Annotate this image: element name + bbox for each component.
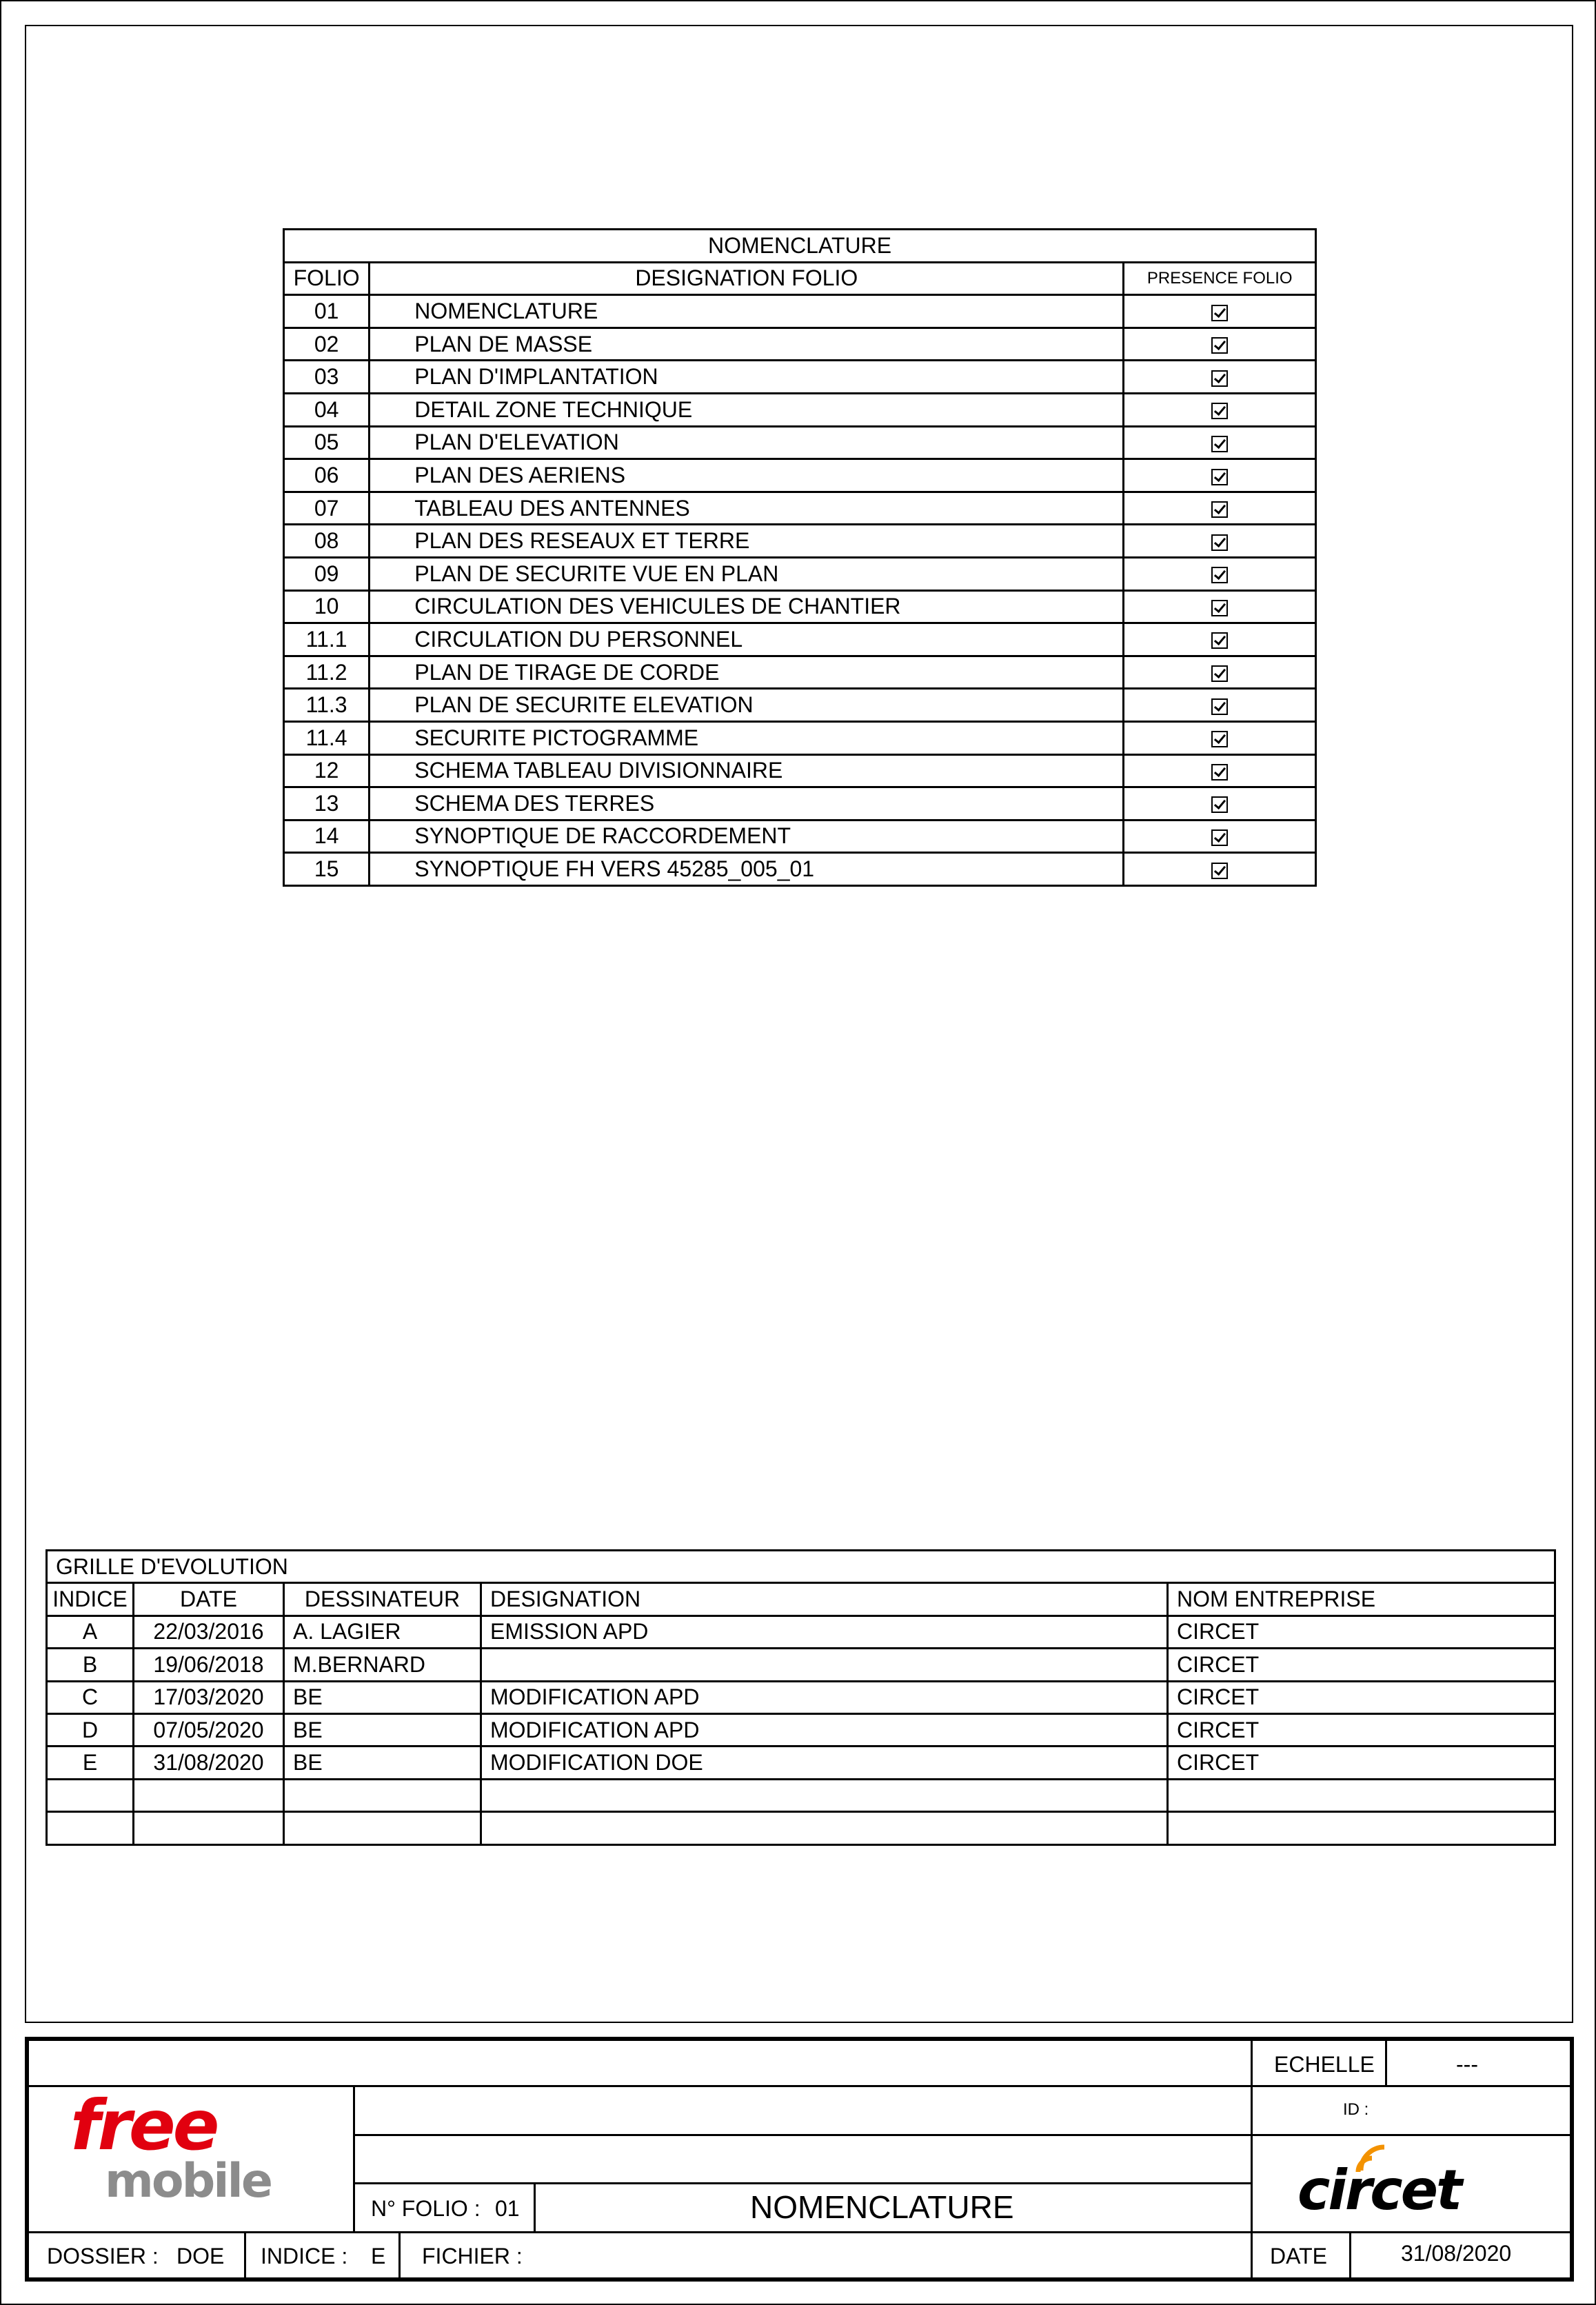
folio-number: 11.1 (284, 623, 370, 656)
evo-indice: A (47, 1615, 134, 1648)
indice-value: E (371, 2244, 386, 2268)
evo-designation: MODIFICATION DOE (481, 1747, 1168, 1779)
folio-number: 11.3 (284, 689, 370, 722)
evo-designation (481, 1812, 1168, 1844)
folio-designation: SYNOPTIQUE DE RACCORDEMENT (370, 820, 1124, 853)
checked-box-icon (1211, 764, 1228, 781)
nomenclature-row (284, 787, 1316, 821)
nomenclature-row (284, 853, 1316, 886)
folio-designation: PLAN D'ELEVATION (370, 426, 1124, 459)
dossier-label: DOSSIER : (47, 2244, 159, 2268)
nomenclature-row (284, 328, 1316, 361)
folio-number: 11.4 (284, 721, 370, 754)
presence-cell (1124, 656, 1316, 689)
nomenclature-table (283, 228, 1317, 887)
evolution-row (47, 1713, 1555, 1746)
free-logo-text: free (70, 2085, 217, 2166)
evolution-row (47, 1681, 1555, 1713)
evo-date: 07/05/2020 (134, 1713, 284, 1746)
presence-cell (1124, 426, 1316, 459)
folio-number: 13 (284, 787, 370, 821)
checked-box-icon (1211, 665, 1228, 682)
circet-logo-text: circet (1297, 2158, 1461, 2222)
evo-dessinateur: BE (284, 1681, 481, 1713)
evo-entreprise (1168, 1812, 1555, 1844)
nomenclature-row (284, 689, 1316, 722)
evo-entreprise: CIRCET (1168, 1615, 1555, 1648)
evo-designation: MODIFICATION APD (481, 1681, 1168, 1713)
date-label: DATE (1270, 2244, 1327, 2268)
header-designation: DESIGNATION FOLIO (370, 262, 1124, 295)
presence-cell (1124, 393, 1316, 426)
checked-box-icon (1211, 534, 1228, 551)
folio-designation: CIRCULATION DES VEHICULES DE CHANTIER (370, 590, 1124, 623)
folio-number: 14 (284, 820, 370, 853)
checked-box-icon (1211, 567, 1228, 583)
nomenclature-row (284, 721, 1316, 754)
title-block (25, 2037, 1574, 2282)
folio-number: 04 (284, 393, 370, 426)
evo-dessinateur: M.BERNARD (284, 1649, 481, 1681)
folio-designation: TABLEAU DES ANTENNES (370, 492, 1124, 525)
evo-dessinateur: A. LAGIER (284, 1615, 481, 1648)
mobile-logo-text: mobile (105, 2154, 271, 2208)
date-value: 31/08/2020 (1401, 2241, 1512, 2266)
indice-label: INDICE : (261, 2244, 348, 2268)
checked-box-icon (1211, 731, 1228, 747)
folio-designation: PLAN DES AERIENS (370, 459, 1124, 492)
evo-date: 19/06/2018 (134, 1649, 284, 1681)
nomenclature-row (284, 656, 1316, 689)
evo-entreprise: CIRCET (1168, 1681, 1555, 1713)
checked-box-icon (1211, 370, 1228, 387)
evo-dessinateur: BE (284, 1747, 481, 1779)
folio-number: 01 (284, 295, 370, 328)
presence-cell (1124, 853, 1316, 886)
nomenclature-row (284, 754, 1316, 787)
evo-entreprise (1168, 1779, 1555, 1811)
evo-date: 17/03/2020 (134, 1681, 284, 1713)
folio-designation: SECURITE PICTOGRAMME (370, 721, 1124, 754)
id-label: ID : (1343, 2100, 1369, 2119)
evo-date: 31/08/2020 (134, 1747, 284, 1779)
header-presence: PRESENCE FOLIO (1124, 262, 1316, 295)
nomenclature-row (284, 492, 1316, 525)
checked-box-icon (1211, 436, 1228, 452)
folio-designation: CIRCULATION DU PERSONNEL (370, 623, 1124, 656)
folio-number: 08 (284, 525, 370, 558)
fichier-label: FICHIER : (422, 2244, 523, 2268)
header-entreprise: NOM ENTREPRISE (1168, 1583, 1555, 1615)
evolution-row (47, 1649, 1555, 1681)
folio-designation: PLAN DES RESEAUX ET TERRE (370, 525, 1124, 558)
folio-designation: PLAN DE MASSE (370, 328, 1124, 361)
evo-date: 22/03/2016 (134, 1615, 284, 1648)
evo-dessinateur (284, 1812, 481, 1844)
folio-value: 01 (495, 2196, 520, 2221)
nomenclature-row (284, 623, 1316, 656)
header-folio: FOLIO (284, 262, 370, 295)
dossier-value: DOE (176, 2244, 225, 2268)
presence-cell (1124, 557, 1316, 590)
folio-designation: NOMENCLATURE (370, 295, 1124, 328)
echelle-label: ECHELLE (1274, 2052, 1375, 2077)
folio-number: 11.2 (284, 656, 370, 689)
header-designation-evo: DESIGNATION (481, 1583, 1168, 1615)
presence-cell (1124, 590, 1316, 623)
evo-designation: EMISSION APD (481, 1615, 1168, 1648)
sheet-title: NOMENCLATURE (750, 2189, 1014, 2225)
checked-box-icon (1211, 469, 1228, 485)
nomenclature-row (284, 590, 1316, 623)
presence-cell (1124, 525, 1316, 558)
echelle-value: --- (1456, 2052, 1478, 2077)
evo-indice (47, 1779, 134, 1811)
nomenclature-row (284, 295, 1316, 328)
checked-box-icon (1211, 698, 1228, 715)
folio-number: 10 (284, 590, 370, 623)
header-indice: INDICE (47, 1583, 134, 1615)
presence-cell (1124, 787, 1316, 821)
folio-designation: PLAN DE SECURITE ELEVATION (370, 689, 1124, 722)
evo-indice: C (47, 1681, 134, 1713)
evolution-title: GRILLE D'EVOLUTION (47, 1551, 1555, 1583)
presence-cell (1124, 328, 1316, 361)
folio-number: 05 (284, 426, 370, 459)
folio-designation: SCHEMA TABLEAU DIVISIONNAIRE (370, 754, 1124, 787)
nomenclature-row (284, 557, 1316, 590)
folio-designation: SCHEMA DES TERRES (370, 787, 1124, 821)
evo-entreprise: CIRCET (1168, 1649, 1555, 1681)
evo-indice (47, 1812, 134, 1844)
folio-designation: SYNOPTIQUE FH VERS 45285_005_01 (370, 853, 1124, 886)
presence-cell (1124, 721, 1316, 754)
evo-indice: E (47, 1747, 134, 1779)
evo-dessinateur (284, 1779, 481, 1811)
presence-cell (1124, 295, 1316, 328)
checked-box-icon (1211, 600, 1228, 616)
folio-designation: PLAN DE SECURITE VUE EN PLAN (370, 557, 1124, 590)
folio-label: N° FOLIO : (371, 2196, 481, 2221)
circet-logo (1297, 2137, 1525, 2227)
evolution-grid (46, 1549, 1556, 1846)
evo-date (134, 1812, 284, 1844)
evo-entreprise: CIRCET (1168, 1713, 1555, 1746)
evo-designation (481, 1649, 1168, 1681)
checked-box-icon (1211, 337, 1228, 354)
presence-cell (1124, 459, 1316, 492)
evo-designation (481, 1779, 1168, 1811)
checked-box-icon (1211, 796, 1228, 813)
header-dessinateur: DESSINATEUR (284, 1583, 481, 1615)
presence-cell (1124, 623, 1316, 656)
checked-box-icon (1211, 403, 1228, 419)
nomenclature-row (284, 393, 1316, 426)
presence-cell (1124, 492, 1316, 525)
folio-number: 06 (284, 459, 370, 492)
nomenclature-row (284, 459, 1316, 492)
checked-box-icon (1211, 863, 1228, 879)
evolution-row (47, 1747, 1555, 1779)
nomenclature-row (284, 426, 1316, 459)
folio-number: 02 (284, 328, 370, 361)
evolution-row (47, 1779, 1555, 1811)
evolution-row (47, 1812, 1555, 1844)
checked-box-icon (1211, 501, 1228, 518)
folio-number: 07 (284, 492, 370, 525)
folio-number: 15 (284, 853, 370, 886)
free-mobile-logo (57, 2085, 305, 2222)
checked-box-icon (1211, 632, 1228, 649)
evolution-row (47, 1615, 1555, 1648)
checked-box-icon (1211, 305, 1228, 321)
nomenclature-rows (284, 295, 1316, 886)
folio-designation: PLAN D'IMPLANTATION (370, 361, 1124, 394)
presence-cell (1124, 361, 1316, 394)
evo-indice: D (47, 1713, 134, 1746)
nomenclature-row (284, 361, 1316, 394)
nomenclature-title: NOMENCLATURE (284, 230, 1316, 263)
header-date: DATE (134, 1583, 284, 1615)
evo-indice: B (47, 1649, 134, 1681)
folio-designation: DETAIL ZONE TECHNIQUE (370, 393, 1124, 426)
evo-entreprise: CIRCET (1168, 1747, 1555, 1779)
presence-cell (1124, 689, 1316, 722)
folio-number: 03 (284, 361, 370, 394)
folio-number: 12 (284, 754, 370, 787)
evo-designation: MODIFICATION APD (481, 1713, 1168, 1746)
nomenclature-row (284, 820, 1316, 853)
evo-dessinateur: BE (284, 1713, 481, 1746)
folio-designation: PLAN DE TIRAGE DE CORDE (370, 656, 1124, 689)
evo-date (134, 1779, 284, 1811)
nomenclature-row (284, 525, 1316, 558)
folio-number: 09 (284, 557, 370, 590)
checked-box-icon (1211, 829, 1228, 846)
presence-cell (1124, 820, 1316, 853)
presence-cell (1124, 754, 1316, 787)
evolution-rows (47, 1615, 1555, 1844)
